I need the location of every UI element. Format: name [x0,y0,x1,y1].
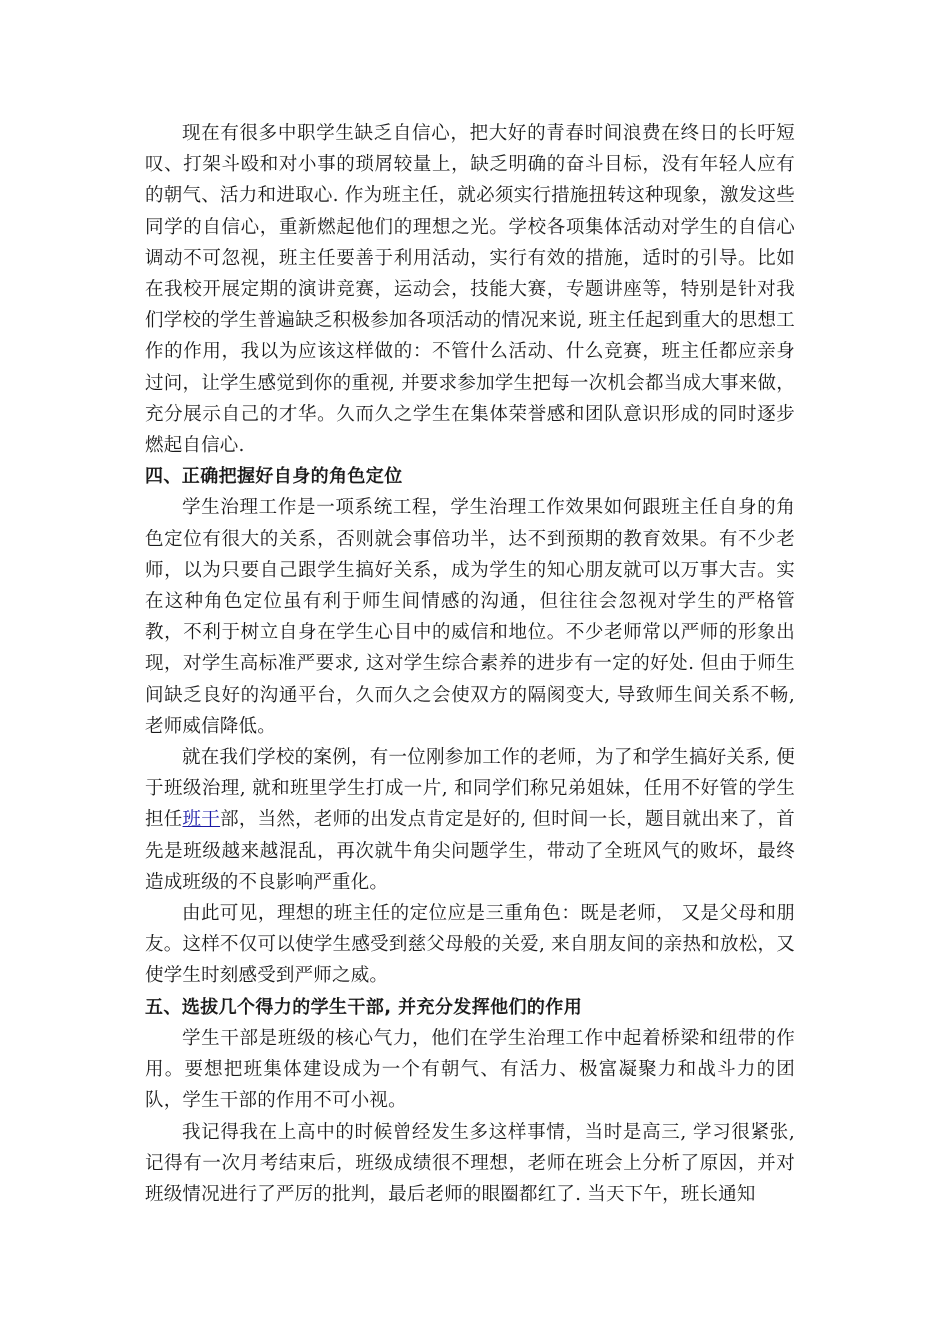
paragraph-student-cadres: 学生干部是班级的核心气力，他们在学生治理工作中起着桥梁和纽带的作用。要想把班集体建设成为一个有朝气、有活力、极富凝聚力和战斗力的团队，学生干部的作用不可小视。 [145,1027,795,1112]
case-study-text-before: 就在我们学校的案例，有一位刚参加工作的老师，为了和学生搞好关系, 便于班级治理, 就和班里学生打成一片, 和同学们称兄弟姐妹，任用不好管的学生担任 [145,747,795,831]
paragraph-memory: 我记得我在上高中的时候曾经发生多这样事情，当时是高三, 学习很紧张, 记得有一次月考结束后，班级成绩很不理想，老师在班会上分析了原因，并对班级情况进行了严厉的批判，最后老师的眼圈都红了. 当天下午，班长通知 [145,1121,795,1205]
case-study-text-after: 部，当然，老师的出发点肯定是好的, 但时间一长，题目就出来了，首先是班级越来越混乱，再次就牛角尖问题学生，带动了全班风气的败坏，最终造成班级的不良影响严重化。 [145,809,796,893]
document-page [145,118,795,1210]
section-heading-5: 五、选拔几个得力的学生干部, 并充分发挥他们的作用 [145,996,583,1018]
paragraph-case-study [145,742,795,898]
paragraph-confidence: 现在有很多中职学生缺乏自信心，把大好的青春时间浪费在终日的长吁短叹、打架斗殴和对小事的琐屑较量上，缺乏明确的奋斗目标，没有年轻人应有的朝气、活力和进取心. 作为班主任，就必须实行措施扭转这种现象，激发这些同学的自信心，重新燃起他们的理想之光。学校各项集体活动对学生的自信心调动不可忽视，班主任要善于利用活动，实行有效的措施，适时的引导。比如在我校开展定期的演讲竞赛，运动会，技能大赛，专题讲座等，特别是针对我们学校的学生普遍缺乏积极参加各项活动的情况来说, 班主任起到重大的思想工作的作用，我以为应该这样做的：不管什么活动、什么竞赛，班主任都应亲身过问，让学生感觉到你的重视, 并要求参加学生把每一次机会都当成大事来做，充分展示自己的才华。久而久之学生在集体荣誉感和团队意识形成的同时逐步燃起自信心. [145,123,795,457]
class-cadre-link[interactable]: 班干 [182,809,221,831]
paragraph-triple-role: 由此可见，理想的班主任的定位应是三重角色：既是老师， 又是父母和朋友。这样不仅可以使学生感受到慈父母般的关爱, 来自朋友间的亲热和放松，又使学生时刻感受到严师之威。 [145,903,795,987]
section-heading-4: 四、正确把握好自身的角色定位 [145,466,403,488]
paragraph-role-positioning: 学生治理工作是一项系统工程，学生治理工作效果如何跟班主任自身的角色定位有很大的关系，否则就会事倍功半，达不到预期的教育效果。有不少老师，以为只要自己跟学生搞好关系，成为学生的知心朋友就可以万事大吉。实在这种角色定位虽有利于师生间情感的沟通，但往往会忽视对学生的严格管教，不利于树立自身在学生心目中的威信和地位。不少老师常以严师的形象出现，对学生高标准严要求, 这对学生综合素养的进步有一定的好处. 但由于师生间缺乏良好的沟通平台，久而久之会使双方的隔阂变大, 导致师生间关系不畅, 老师威信降低。 [145,497,795,737]
